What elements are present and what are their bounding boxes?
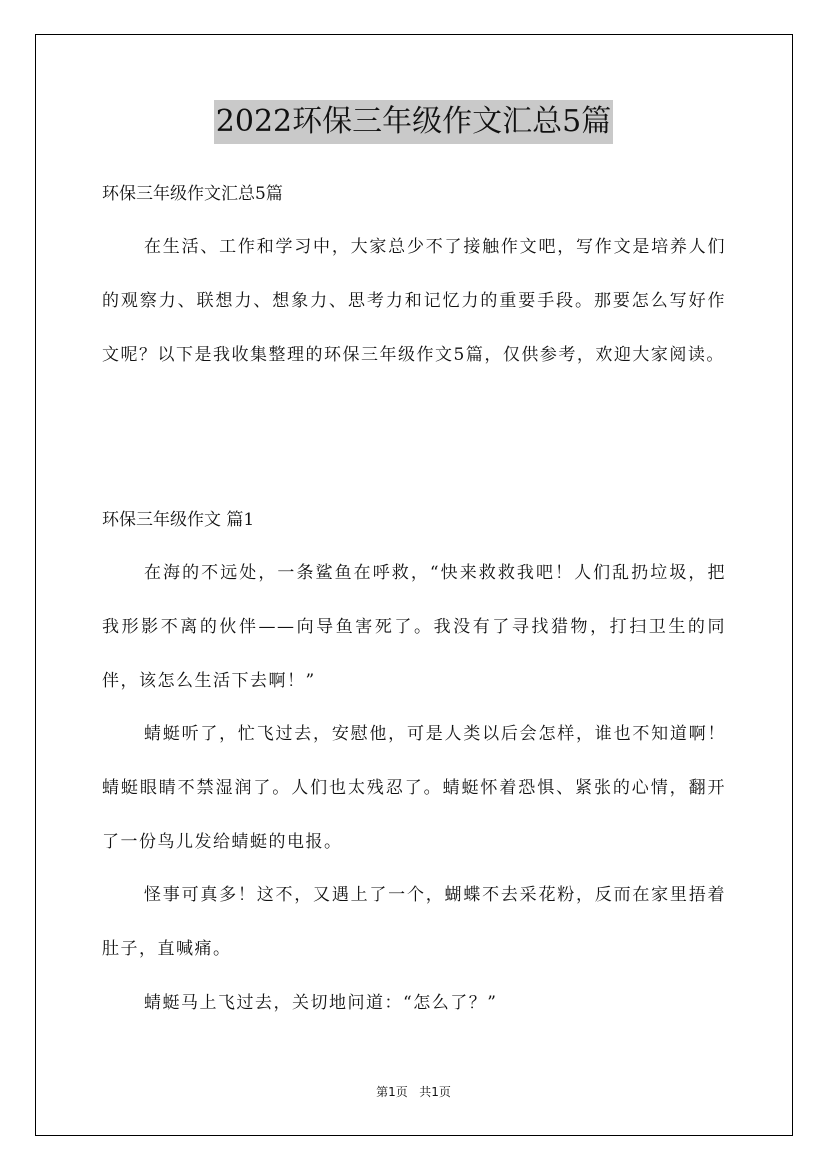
document-title-wrapper (0, 100, 827, 144)
page-total: 共1页 (419, 1085, 451, 1099)
body-paragraph-2: 蜻蜓听了，忙飞过去，安慰他，可是人类以后会怎样，谁也不知道啊！蜻蜓眼睛不禁湿润了。人们也太残忍了。蜻蜓怀着恐惧、紧张的心情，翻开了一份鸟儿发给蜻蜓的电报。 (102, 724, 726, 852)
body-paragraph-1: 在海的不远处，一条鲨鱼在呼救，“快来救救我吧！人们乱扔垃圾，把我形影不离的伙伴——向导鱼害死了。我没有了寻找猎物，打扫卫生的同伴，该怎么生活下去啊！” (102, 563, 726, 691)
intro-paragraph: 在生活、工作和学习中，大家总少不了接触作文吧，写作文是培养人们的观察力、联想力、想象力、思考力和记忆力的重要手段。那要怎么写好作文呢？以下是我收集整理的环保三年级作文5篇，仅供参考，欢迎大家阅读。 (102, 237, 726, 365)
page-footer (0, 1083, 827, 1101)
section-heading: 环保三年级作文 篇1 (102, 510, 255, 530)
body-paragraph-3: 怪事可真多！这不，又遇上了一个，蝴蝶不去采花粉，反而在家里捂着肚子，直喊痛。 (102, 885, 726, 959)
document-title: 2022环保三年级作文汇总5篇 (214, 100, 613, 144)
page-number: 第1页 (376, 1085, 408, 1099)
body-paragraph-4: 蜻蜓马上飞过去，关切地问道：“怎么了？” (144, 993, 498, 1013)
document-subtitle: 环保三年级作文汇总5篇 (102, 184, 283, 204)
